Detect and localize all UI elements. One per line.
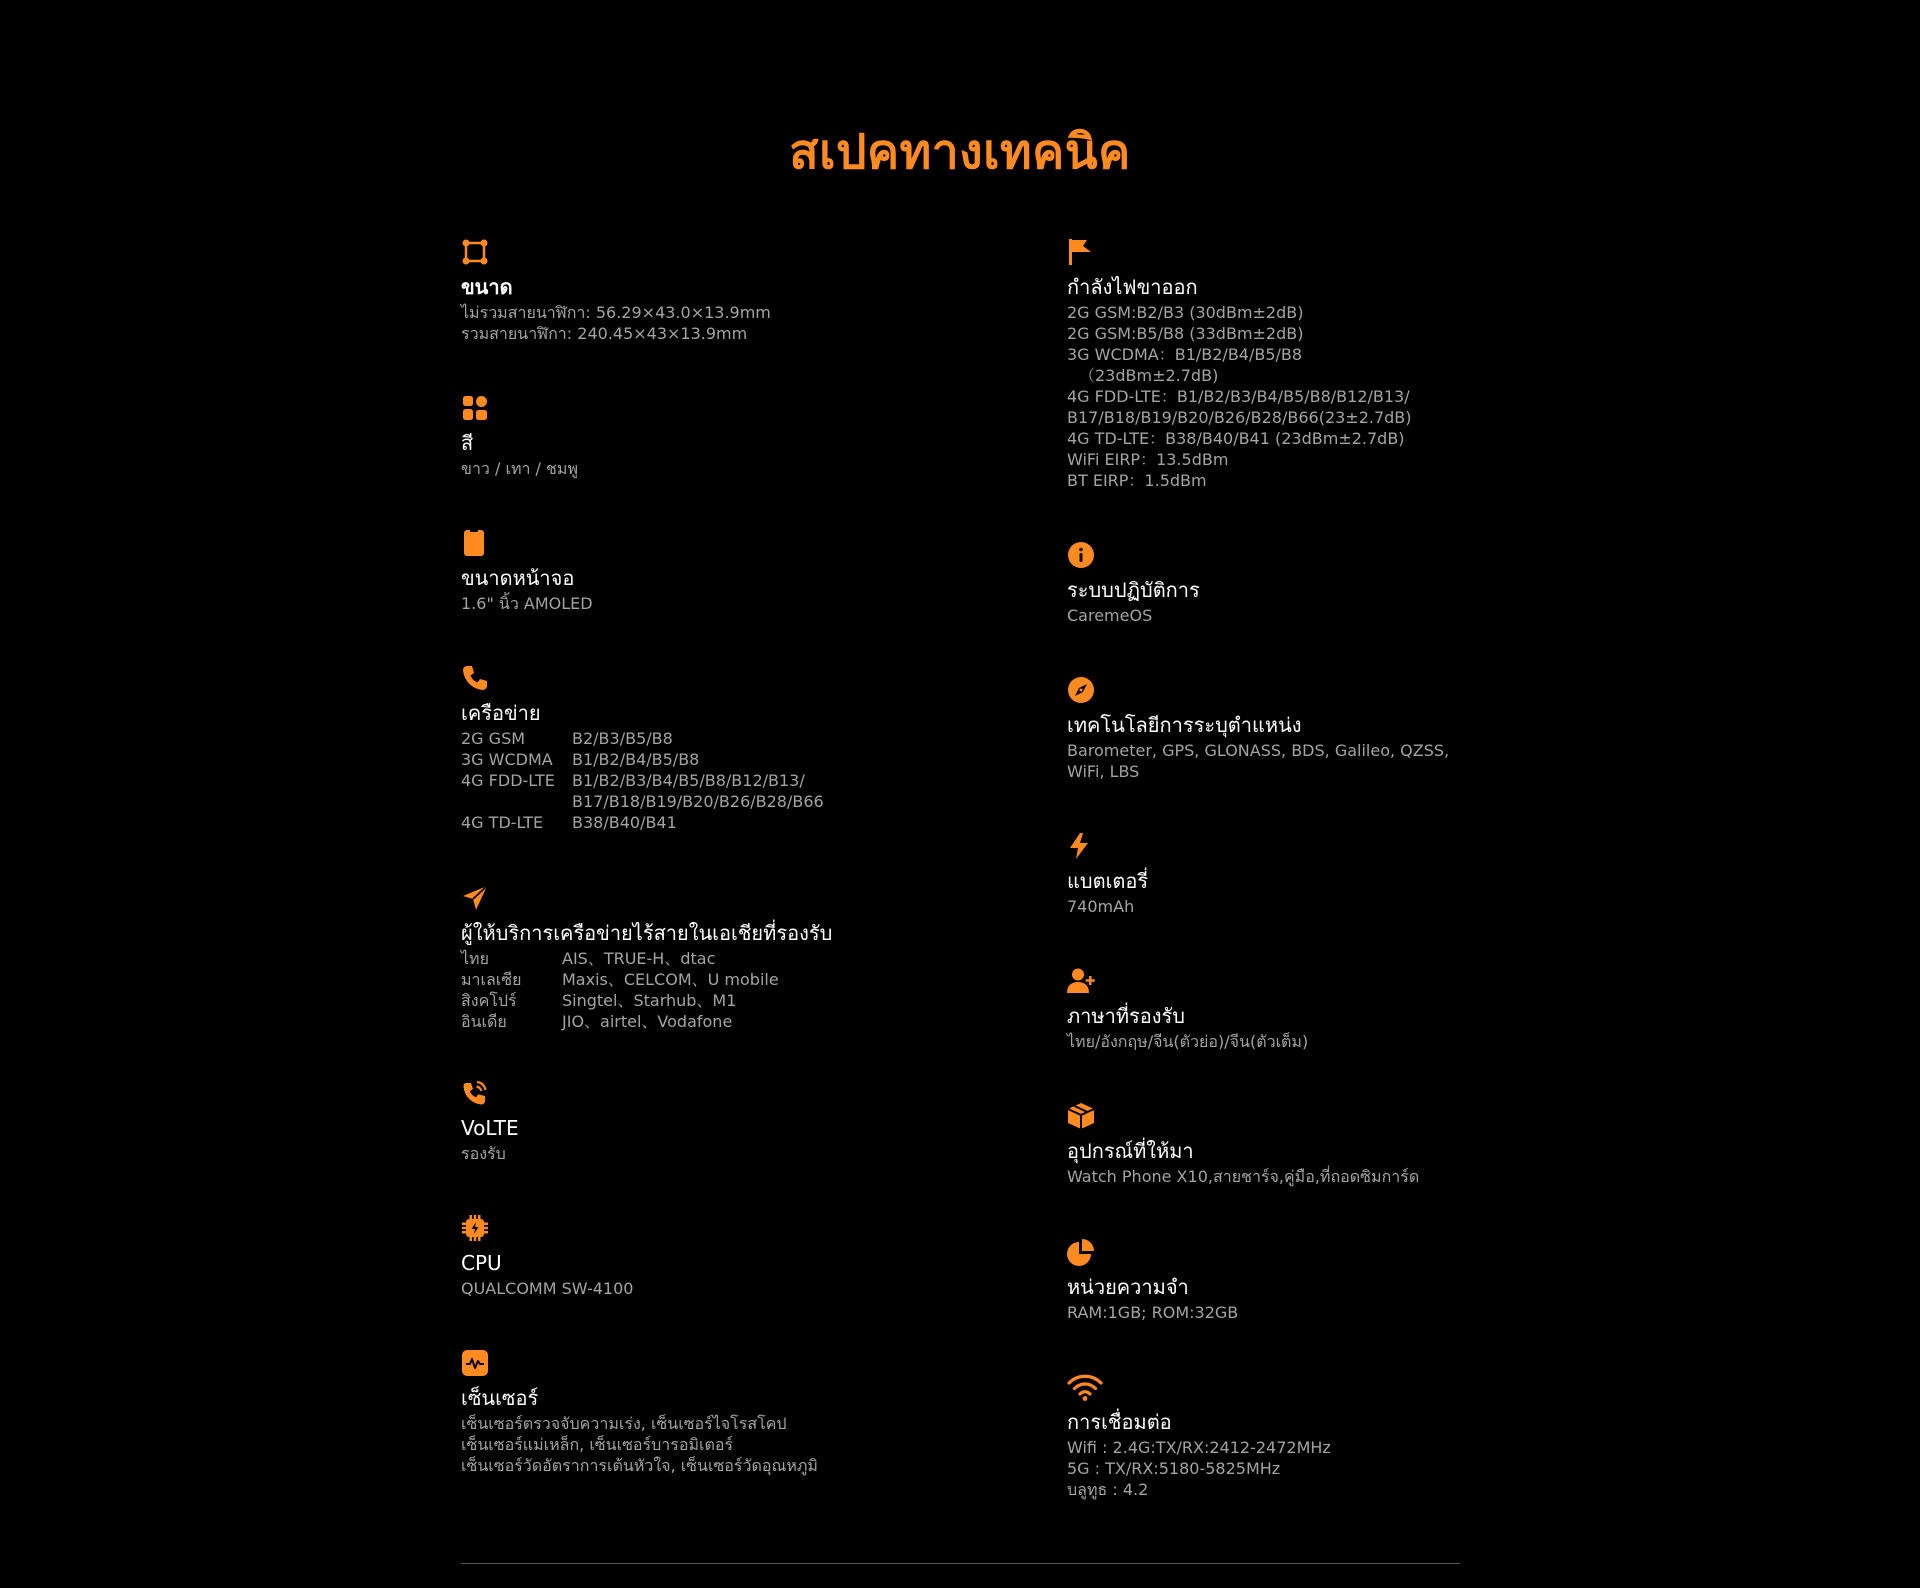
spec-line: บลูทูธ : 4.2 (1067, 1480, 1149, 1499)
spec-title: เทคโนโลยีการระบุตำแหน่ง (1067, 713, 1302, 737)
palette-icon (461, 394, 489, 422)
spec-key: สิงคโปร์ (461, 991, 517, 1010)
spec-language (1067, 967, 1487, 1052)
spec-title: ภาษาที่รองรับ (1067, 1004, 1185, 1028)
spec-title: ผู้ให้บริการเครือข่ายไร้สายในเอเชียที่รองรับ (461, 921, 833, 945)
spec-body (1067, 1166, 1487, 1187)
spec-memory (1067, 1238, 1487, 1323)
spec-line: CaremeOS (1067, 606, 1153, 625)
spec-body (461, 593, 1021, 614)
spec-power (1067, 238, 1487, 491)
spec-value: Maxis、CELCOM、U mobile (562, 970, 779, 989)
spec-value: B1/B2/B4/B5/B8 (572, 750, 700, 769)
spec-line: รองรับ (461, 1144, 506, 1163)
spec-title: อุปกรณ์ที่ให้มา (1067, 1139, 1194, 1163)
spec-line: WiFi EIRP：13.5dBm (1067, 450, 1229, 469)
spec-color (461, 394, 1021, 479)
spec-line: รวมสายนาฬิกา: 240.45×43×13.9mm (461, 324, 748, 343)
spec-row (461, 791, 1021, 812)
spec-body (1067, 1302, 1487, 1323)
phone-call-icon (461, 1079, 489, 1107)
lightning-icon (1067, 832, 1095, 860)
spec-title: กำลังไฟขาออก (1067, 275, 1198, 299)
spec-title: ขนาด (461, 275, 513, 299)
crop-frame-icon (461, 238, 489, 266)
spec-body (461, 1143, 1021, 1164)
spec-title: VoLTE (461, 1116, 519, 1140)
spec-title: การเชื่อมต่อ (1067, 1410, 1172, 1434)
spec-line: 4G FDD-LTE：B1/B2/B3/B4/B5/B8/B12/B13/ (1067, 387, 1410, 406)
spec-body (1067, 605, 1487, 626)
spec-line: ไทย/อังกฤษ/จีน(ตัวย่อ)/จีน(ตัวเต็ม) (1067, 1032, 1309, 1051)
spec-value: AIS、TRUE-H、dtac (562, 949, 716, 968)
spec-row (461, 728, 1021, 749)
phone-icon (461, 664, 489, 692)
spec-row (461, 969, 1021, 990)
spec-body (461, 948, 1021, 1032)
spec-body (1067, 1031, 1487, 1052)
spec-title: หน่วยความจำ (1067, 1275, 1189, 1299)
spec-title: ขนาดหน้าจอ (461, 566, 575, 590)
spec-value: B38/B40/B41 (572, 813, 677, 832)
spec-key (461, 791, 572, 812)
spec-network (461, 664, 1021, 833)
spec-key: 2G GSM (461, 729, 526, 748)
spec-line: WiFi, LBS (1067, 762, 1140, 781)
spec-line: 1.6" นิ้ว AMOLED (461, 594, 593, 613)
spec-title: แบตเตอรี่ (1067, 869, 1149, 893)
spec-row (461, 812, 1021, 833)
footer-divider (461, 1563, 1460, 1564)
spec-title: สี (461, 431, 474, 455)
compass-icon (1067, 676, 1095, 704)
spec-title: CPU (461, 1251, 502, 1275)
spec-key: 4G TD-LTE (461, 813, 544, 832)
spec-row (461, 770, 1021, 791)
pie-chart-icon (1067, 1238, 1095, 1266)
spec-line: Barometer, GPS, GLONASS, BDS, Galileo, QZSS, (1067, 741, 1450, 760)
spec-value: Singtel、Starhub、M1 (562, 991, 737, 1010)
spec-row (461, 990, 1021, 1011)
spec-accessories (1067, 1102, 1487, 1187)
spec-line: เซ็นเซอร์ตรวจจับความเร่ง, เซ็นเซอร์ไจโรสโคป (461, 1414, 787, 1433)
pulse-icon (461, 1349, 489, 1377)
info-icon (1067, 541, 1095, 569)
spec-line: 5G : TX/RX:5180-5825MHz (1067, 1459, 1281, 1478)
screen-icon (461, 529, 489, 557)
spec-body (461, 302, 1021, 344)
spec-line: ไม่รวมสายนาฬิกา: 56.29×43.0×13.9mm (461, 303, 771, 322)
send-icon (461, 884, 489, 912)
spec-line: 740mAh (1067, 897, 1135, 916)
spec-battery (1067, 832, 1487, 917)
user-plus-icon (1067, 967, 1095, 995)
spec-line: 2G GSM:B5/B8 (33dBm±2dB) (1067, 324, 1304, 343)
spec-row (461, 749, 1021, 770)
spec-line: 4G TD-LTE：B38/B40/B41 (23dBm±2.7dB) (1067, 429, 1405, 448)
wifi-icon (1067, 1373, 1103, 1401)
page-title: สเปคทางเทคนิค (789, 124, 1131, 180)
spec-body (461, 1413, 1021, 1476)
spec-line: Watch Phone X10,สายชาร์จ,คู่มือ,ที่ถอดซิมการ์ด (1067, 1167, 1420, 1186)
cpu-icon (461, 1214, 489, 1242)
spec-line: 2G GSM:B2/B3 (30dBm±2dB) (1067, 303, 1304, 322)
spec-cpu (461, 1214, 1021, 1299)
spec-body (1067, 740, 1487, 782)
spec-body (461, 458, 1021, 479)
spec-line: B17/B18/B19/B20/B26/B28/B66(23±2.7dB) (1067, 408, 1412, 427)
spec-key: มาเลเซีย (461, 970, 522, 989)
spec-size (461, 238, 1021, 344)
spec-value: B1/B2/B3/B4/B5/B8/B12/B13/ (572, 771, 805, 790)
spec-title: เครือข่าย (461, 701, 541, 725)
box-icon (1067, 1102, 1095, 1130)
spec-line: RAM:1GB; ROM:32GB (1067, 1303, 1239, 1322)
spec-title: เซ็นเซอร์ (461, 1386, 539, 1410)
spec-location (1067, 676, 1487, 782)
spec-row (461, 948, 1021, 969)
spec-value: B2/B3/B5/B8 (572, 729, 673, 748)
spec-sensor (461, 1349, 1021, 1476)
spec-body (461, 1278, 1021, 1299)
spec-line: Wifi : 2.4G:TX/RX:2412-2472MHz (1067, 1438, 1331, 1457)
spec-row (461, 1011, 1021, 1032)
spec-body (1067, 302, 1487, 491)
spec-body (1067, 1437, 1487, 1500)
spec-key: 4G FDD-LTE (461, 771, 555, 790)
spec-title: ระบบปฏิบัติการ (1067, 578, 1200, 602)
spec-key: 3G WCDMA (461, 750, 553, 769)
spec-operators (461, 884, 1021, 1032)
spec-line: QUALCOMM SW-4100 (461, 1279, 634, 1298)
spec-connectivity (1067, 1373, 1487, 1500)
spec-line: BT EIRP：1.5dBm (1067, 471, 1207, 490)
spec-line: เซ็นเซอร์แม่เหล็ก, เซ็นเซอร์บารอมิเตอร์ (461, 1435, 734, 1454)
spec-line: 3G WCDMA：B1/B2/B4/B5/B8 (1067, 345, 1303, 364)
spec-volte (461, 1079, 1021, 1164)
spec-screen (461, 529, 1021, 614)
flag-icon (1067, 238, 1095, 266)
spec-line: เซ็นเซอร์วัดอัตราการเต้นหัวใจ, เซ็นเซอร์วัดอุณหภูมิ (461, 1456, 818, 1475)
spec-value: B17/B18/B19/B20/B26/B28/B66 (572, 792, 824, 811)
spec-line: （23dBm±2.7dB) (1079, 366, 1219, 385)
spec-key: อินเดีย (461, 1012, 507, 1031)
spec-body (1067, 896, 1487, 917)
spec-value: JIO、airtel、Vodafone (562, 1012, 733, 1031)
spec-body (461, 728, 1021, 833)
spec-key: ไทย (461, 949, 489, 968)
spec-line: ขาว / เทา / ชมพู (461, 459, 578, 478)
spec-os (1067, 541, 1487, 626)
